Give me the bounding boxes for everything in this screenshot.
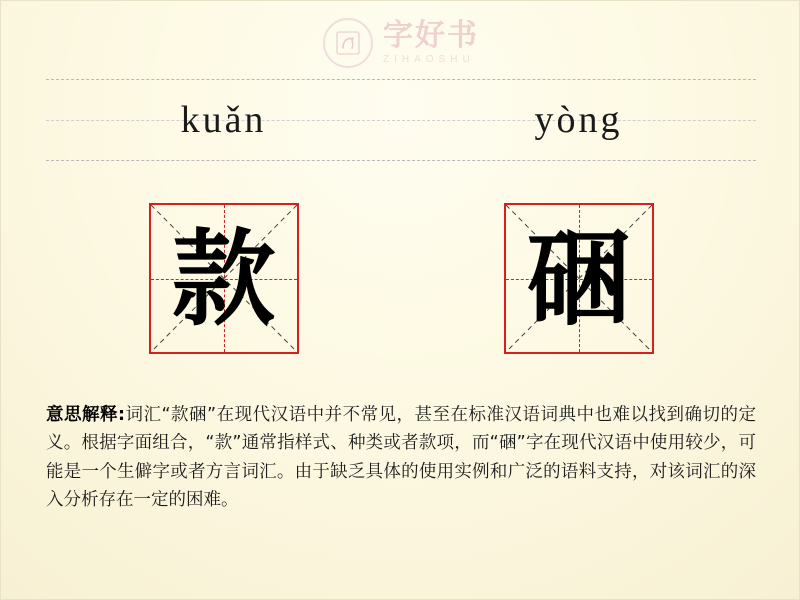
pinyin-cell-1: kuǎn: [180, 99, 267, 141]
horse-seal-icon: [323, 18, 373, 68]
character-row: [46, 201, 756, 356]
explanation-block: [46, 401, 756, 514]
brand-text: [383, 18, 479, 65]
brand-logo: [1, 13, 800, 73]
brand-name-pinyin: ZIHAOSHU: [383, 54, 475, 65]
character-cell-1: [46, 201, 401, 356]
explanation-label: 意思解释:: [46, 405, 125, 425]
hanzi-glyph-1: 款: [171, 217, 276, 340]
explanation-body: 词汇“款硱”在现代汉语中并不常见，甚至在标准汉语词典中也难以找到确切的定义。根据字面组合，“款”通常指样式、种类或者款项，而“硱”字在现代汉语中使用较少，可能是一个生僻字或者方言词汇。由于缺乏具体的使用实例和广泛的语料支持，对该词汇的深入分析存在一定的困难。: [46, 405, 756, 511]
tianzige-grid-1: [149, 203, 299, 354]
hanzi-glyph-2: 硱: [526, 217, 631, 340]
character-cell-2: [401, 201, 756, 356]
brand-name-cn: 字好书: [383, 18, 479, 53]
pinyin-row: [46, 79, 756, 161]
pinyin-cell-2: yòng: [534, 99, 623, 141]
pinyin-staff: [46, 79, 756, 161]
tianzige-grid-2: [504, 203, 654, 354]
